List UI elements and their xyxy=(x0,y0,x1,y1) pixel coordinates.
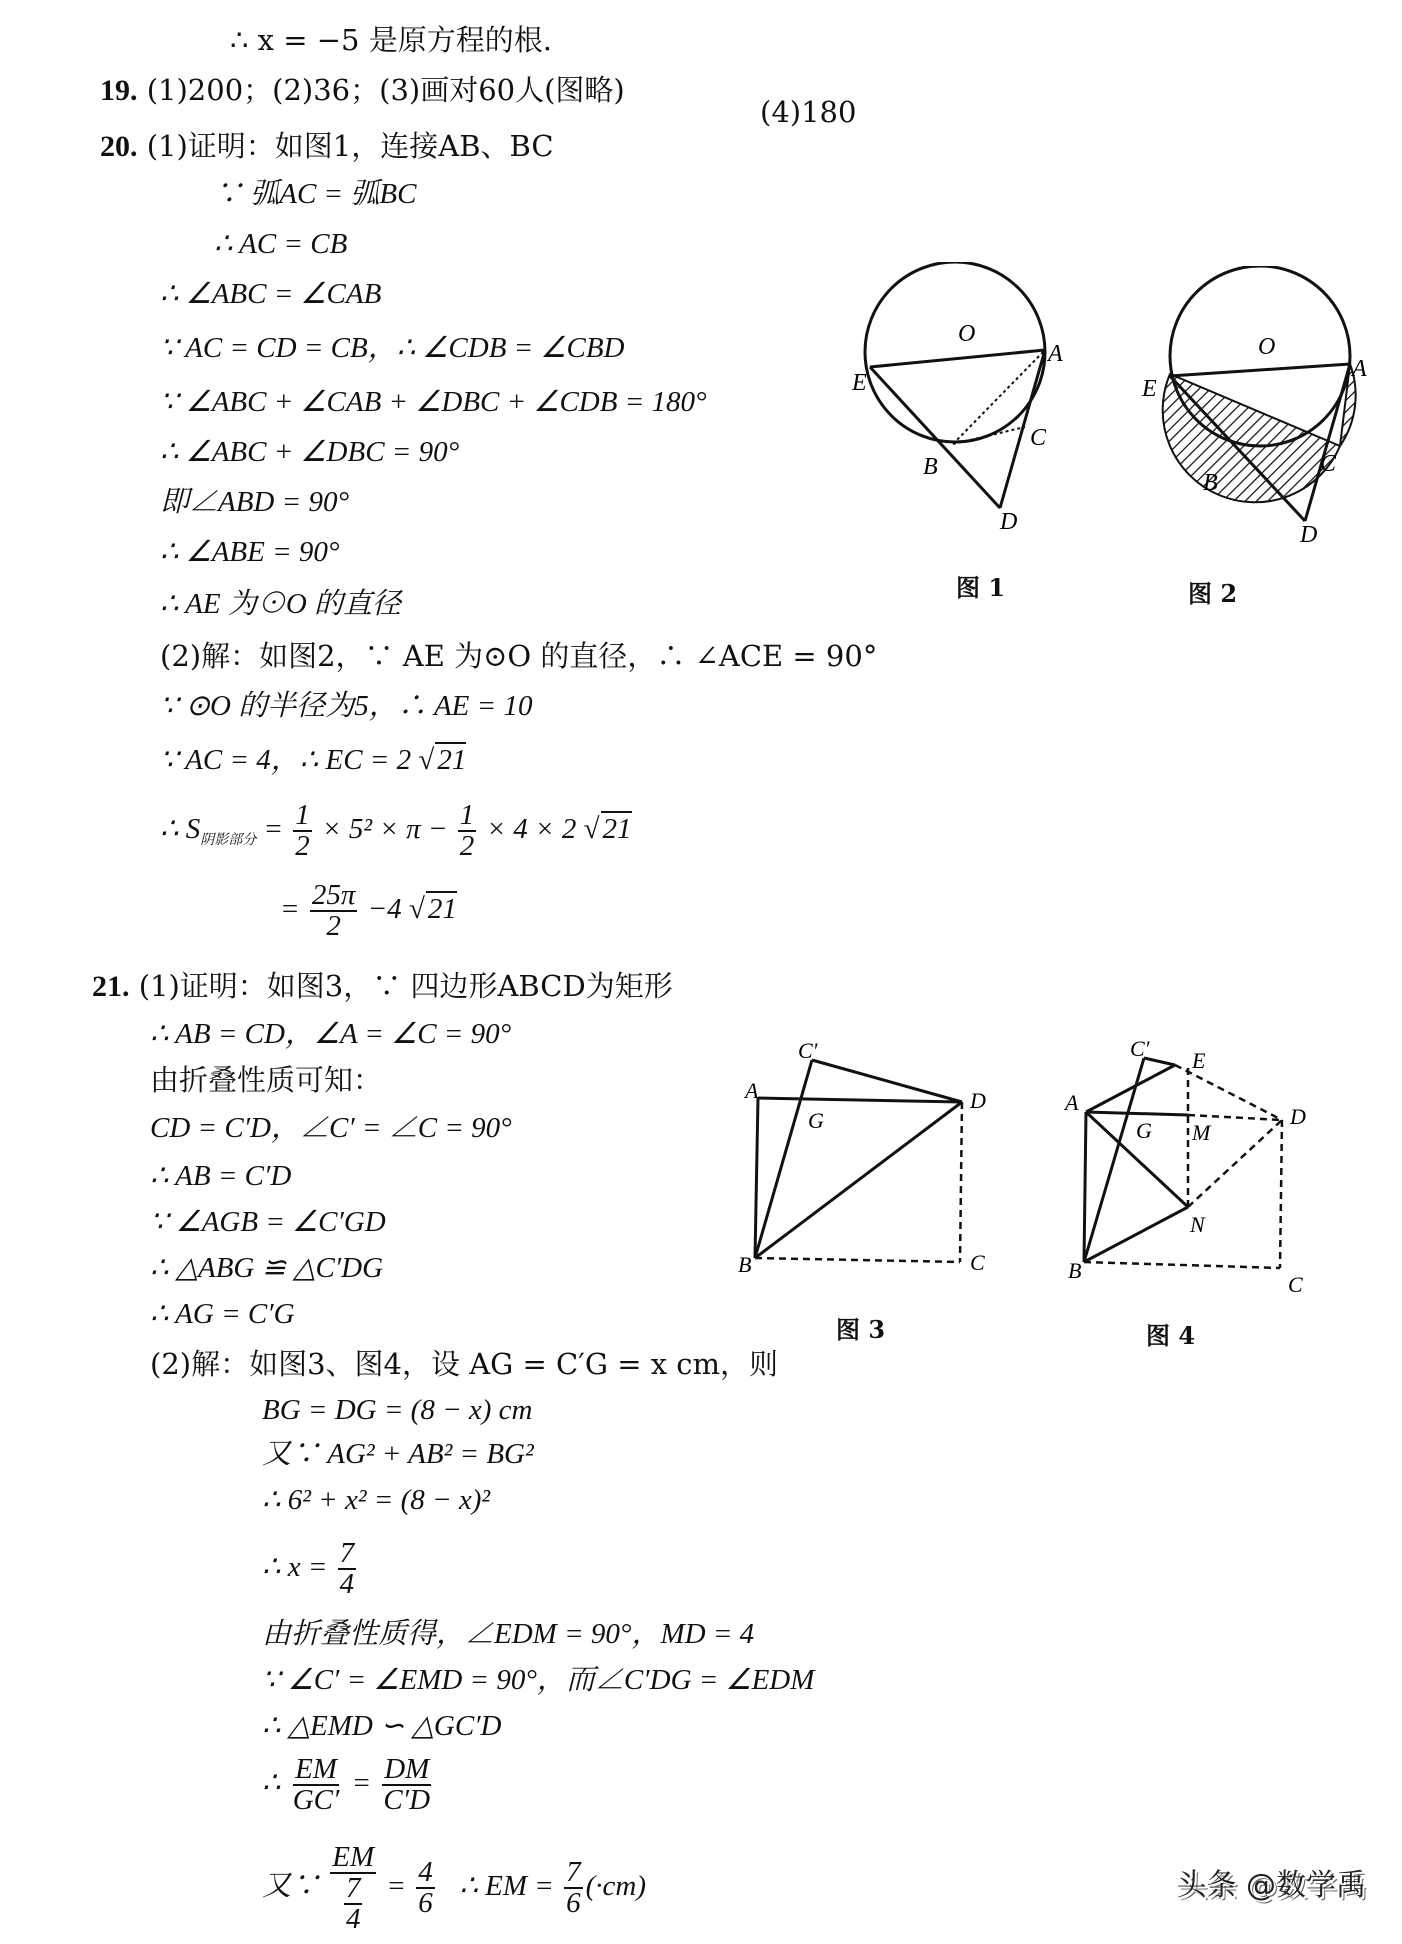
figure-1-caption: 图 1 xyxy=(956,573,1006,602)
svg-text:A: A xyxy=(1048,341,1063,367)
figure-3-caption: 图 3 xyxy=(836,1315,886,1344)
figure-4-caption: 图 4 xyxy=(1146,1321,1196,1350)
svg-text:N: N xyxy=(1190,1212,1205,1237)
svg-text:B: B xyxy=(1203,470,1218,496)
text: ∴ x = xyxy=(262,1551,328,1583)
proof-line: ∴ ∠ABC + ∠DBC = 90° xyxy=(160,436,460,468)
fraction: $\frac{25\pi}{2}$ xyxy=(311,879,356,943)
proof-line: 即∠ABD = 90° xyxy=(160,486,350,518)
fraction: $\frac{4}{6}$ xyxy=(418,1856,433,1920)
text: ∵ AC = 4，∴ EC = 2 xyxy=(160,744,412,776)
text: × 5² × π − xyxy=(322,813,448,845)
svg-text:C: C xyxy=(1320,451,1337,477)
svg-text:D: D xyxy=(1300,522,1318,546)
svg-text:C′: C′ xyxy=(1130,1040,1150,1061)
proof-line: ∵ AC = CD = CB，∴ ∠CDB = ∠CBD xyxy=(160,332,625,364)
figure-2-shaded-circle-diagram xyxy=(1140,266,1370,546)
text: −4 xyxy=(367,893,402,925)
svg-text:M: M xyxy=(1192,1120,1211,1145)
proof-line: ∴ AE 为⊙O 的直径 xyxy=(160,588,402,620)
text: ∴ S xyxy=(160,813,201,845)
svg-text:C: C xyxy=(1288,1272,1303,1297)
unit: (·cm) xyxy=(585,1870,647,1902)
svg-text:E: E xyxy=(1192,1048,1206,1073)
svg-text:C′: C′ xyxy=(798,1040,818,1063)
figure-1-circle-diagram xyxy=(850,262,1070,542)
part-1-heading: (1)证明：如图1，连接AB、BC xyxy=(146,129,554,163)
solution-line: ∵ ⊙O 的半径为5，∴ AE = 10 xyxy=(160,690,533,722)
svg-text:D: D xyxy=(1290,1104,1306,1129)
fraction: $\frac{EM}{GC'}$ xyxy=(292,1753,340,1817)
label-O: O xyxy=(958,321,976,347)
svg-text:G: G xyxy=(808,1108,824,1133)
question-19 xyxy=(100,72,625,109)
area-formula: ∴ $S_{阴影部分}$ = $\frac{1}{2}$ × 5² × π − $\frac{1}{2}$ × 4 × 2 √ 21 xyxy=(160,799,632,863)
proof-line: ∵ ∠AGB = ∠C′GD xyxy=(150,1206,386,1238)
svg-text:E: E xyxy=(1142,376,1157,402)
question-number: 20. xyxy=(100,130,138,163)
svg-text:A: A xyxy=(1065,1090,1079,1115)
proof-line: ∴ ∠ABE = 90° xyxy=(160,536,340,568)
proof-line: ∴ AC = CB xyxy=(214,228,348,260)
svg-text:B: B xyxy=(1068,1258,1082,1283)
text: = xyxy=(351,1767,372,1799)
solution-line: 又∵ AG² + AB² = BG² xyxy=(262,1438,534,1470)
figure-4-folded-rectangle xyxy=(1050,1040,1350,1300)
solution-line xyxy=(262,1750,435,1816)
solution-line: ∴ △EMD ∽ △GC′D xyxy=(262,1710,502,1742)
proof-line: ∴ AB = CD，∠A = ∠C = 90° xyxy=(150,1018,512,1050)
watermark: 头条 @数学禹 xyxy=(1176,1868,1366,1903)
area-result: = $\frac{25\pi}{2}$ −4 √ 21 xyxy=(280,879,457,943)
figure-2-caption: 图 2 xyxy=(1188,579,1238,608)
proof-line: 由折叠性质可知： xyxy=(150,1063,383,1097)
text: ∴ EM = xyxy=(459,1870,554,1902)
question-20 xyxy=(100,128,554,165)
svg-text:B: B xyxy=(738,1252,752,1277)
proof-line: CD = C′D，∠C′ = ∠C = 90° xyxy=(150,1112,512,1144)
solution-line: BG = DG = (8 − x) cm xyxy=(262,1394,533,1426)
fraction: $\frac{EM}{\frac{7}{4}}$ xyxy=(332,1840,375,1935)
text: ∴ xyxy=(262,1767,281,1799)
svg-text:A: A xyxy=(1352,356,1367,382)
fraction: $\frac{7}{6}$ xyxy=(566,1856,581,1920)
svg-text:G: G xyxy=(1136,1118,1152,1143)
question-number: 19. xyxy=(100,74,138,107)
conclusion-line: ∴ x = −5 是原方程的根. xyxy=(230,23,552,57)
subscript: 阴影部分 xyxy=(200,833,257,848)
question-19-part4: (4)180 xyxy=(760,95,857,129)
part-2-heading: (2)解：如图3、图4，设 AG = C′G = x cm，则 xyxy=(150,1347,779,1381)
solution-line: 由折叠性质得，∠EDM = 90°，MD = 4 xyxy=(262,1618,755,1650)
fraction: $\frac{7}{4}$ xyxy=(339,1537,355,1601)
part-1-heading: (1)证明：如图3，∵ 四边形ABCD为矩形 xyxy=(138,969,673,1003)
solution-line: ∵ ∠C′ = ∠EMD = 90°，而∠C′DG = ∠EDM xyxy=(262,1664,815,1696)
svg-text:B: B xyxy=(923,454,938,480)
proof-line: ∴ △ABG ≌ △C′DG xyxy=(150,1252,384,1284)
text: 又∵ xyxy=(262,1870,321,1902)
figure-3-folded-rectangle xyxy=(730,1040,1000,1280)
svg-text:C: C xyxy=(970,1250,985,1275)
svg-text:A: A xyxy=(745,1078,759,1103)
text: = xyxy=(386,1870,406,1902)
fraction: $\frac{1}{2}$ xyxy=(459,799,475,863)
svg-text:D: D xyxy=(1000,509,1018,535)
question-21 xyxy=(92,968,673,1005)
svg-text:E: E xyxy=(852,370,867,396)
solution-line: ∵ AC = 4，∴ EC = 2 √ 21 xyxy=(160,744,467,776)
svg-text:C: C xyxy=(1030,425,1047,451)
fraction: $\frac{1}{2}$ xyxy=(295,799,310,863)
proof-line: ∵ ∠ABC + ∠CAB + ∠DBC + ∠CDB = 180° xyxy=(160,386,707,418)
solution-line: ∴ 6² + x² = (8 − x)² xyxy=(262,1484,491,1516)
text: = xyxy=(263,813,284,845)
fraction: $\frac{DM}{C'D}$ xyxy=(383,1753,431,1817)
solution-line xyxy=(262,1534,359,1600)
solution-line xyxy=(262,1836,646,1936)
question-number: 21. xyxy=(92,970,130,1003)
sqrt-radicand: 21 xyxy=(602,813,632,845)
proof-line: ∴ AG = C′G xyxy=(150,1298,295,1330)
part-2-heading: (2)解：如图2，∵ AE 为⊙O 的直径，∴ ∠ACE = 90° xyxy=(160,639,878,673)
proof-line: ∴ ∠ABC = ∠CAB xyxy=(160,278,382,310)
sqrt-radicand: 21 xyxy=(437,744,467,776)
text: = xyxy=(280,893,300,925)
svg-text:D: D xyxy=(970,1088,986,1113)
sqrt-radicand: 21 xyxy=(427,893,457,925)
answer-text: (1)200；(2)36；(3)画对60人(图略) xyxy=(146,73,625,107)
text: × 4 × 2 xyxy=(486,813,577,845)
proof-line: ∴ AB = C′D xyxy=(150,1160,292,1192)
svg-text:O: O xyxy=(1258,334,1276,360)
proof-line: ∵ 弧AC = 弧BC xyxy=(214,178,417,210)
